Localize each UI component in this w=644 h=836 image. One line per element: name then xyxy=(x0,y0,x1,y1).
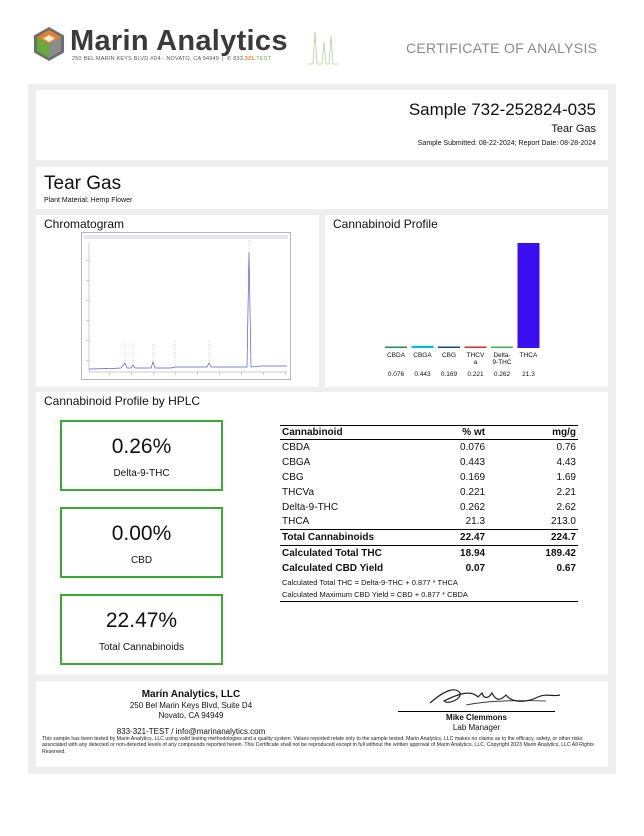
formula-row xyxy=(280,589,578,602)
cell-pct: 0.221 xyxy=(460,486,486,498)
table-row xyxy=(280,440,578,455)
calculated-row xyxy=(280,546,578,561)
summary-label: Delta-9-THC xyxy=(113,468,170,479)
bar-cbga xyxy=(412,346,434,348)
brand-address-line: 250 BEL MARIN KEYS BLVD #D4 - NOVATO, CA 94949 | ✆ 833.321.TEST xyxy=(72,56,272,62)
chromatogram-panel xyxy=(36,215,319,387)
cell-pct: 0.169 xyxy=(460,471,486,483)
cell-pct: 0.07 xyxy=(465,562,486,574)
formula-text: Calculated Maximum CBD Yield = CBD + 0.877 * CBDA xyxy=(280,589,578,602)
lab-contact-block xyxy=(106,689,276,737)
cell-mg: 0.67 xyxy=(556,562,576,574)
cell-pct: 0.443 xyxy=(460,456,486,468)
value-label: 0.169 xyxy=(440,371,458,378)
cell-name: Calculated CBD Yield xyxy=(282,562,384,574)
disclaimer: This sample has been tested by Marin Analytics, LLC using valid testing methodologies and a quality system. Values reported relate only to the sample tested. Marin Analytics, LLC makes no claims as to the efficacy, safety, or other risks associated with any detected or non-detected levels of any compounds reported herein. This Certificate shall not be reproduced except in full without the written approval of Marin Analytics, LLC. Copyright 2023 Marin Analytics, LLC All Rights Reserved. xyxy=(42,736,594,755)
cell-mg: 4.43 xyxy=(556,456,576,468)
product-name: Tear Gas xyxy=(44,173,122,194)
summary-value: 22.47% xyxy=(105,609,178,632)
sample-name: Tear Gas xyxy=(551,123,596,135)
hplc-panel xyxy=(36,392,608,675)
cell-pct: 0.262 xyxy=(460,501,486,513)
bar-cbda xyxy=(385,347,407,349)
bar-thcv-a xyxy=(465,347,487,349)
tick-label: THCV xyxy=(466,352,485,359)
bar-cbg xyxy=(438,347,460,349)
value-label: 21.3 xyxy=(522,371,535,378)
brand-name: Marin Analytics xyxy=(70,25,288,57)
cell-name: Calculated Total THC xyxy=(282,547,382,559)
cell-mg: 224.7 xyxy=(529,530,578,546)
footer-panel xyxy=(36,681,608,767)
cell-mg: 2.62 xyxy=(556,501,576,513)
cell-name: Delta-9-THC xyxy=(282,501,339,513)
cell-pct: 18.94 xyxy=(460,547,486,559)
summary-label: CBD xyxy=(130,555,153,566)
table-row xyxy=(280,470,578,485)
brand-phone xyxy=(227,56,271,62)
plant-material: Plant Material: Hemp Flower xyxy=(44,197,133,204)
calculated-row xyxy=(280,561,578,576)
phone-prefix: 833. xyxy=(233,56,245,62)
table-row xyxy=(280,455,578,470)
cannabinoid-table xyxy=(280,425,578,602)
bar-thca xyxy=(518,243,540,348)
total-row xyxy=(280,530,578,546)
signer-title: Lab Manager xyxy=(452,723,501,732)
cell-pct: 22.47 xyxy=(429,530,529,546)
cell-name: THCA xyxy=(282,516,310,528)
sample-info-panel xyxy=(36,90,608,160)
value-label: 0.443 xyxy=(414,371,431,378)
product-panel xyxy=(36,167,608,209)
hplc-title: Cannabinoid Profile by HPLC xyxy=(44,394,201,408)
cell-pct: 21.3 xyxy=(465,516,486,528)
formula-text: Calculated Total THC = Delta-9-THC + 0.877 * THCA xyxy=(282,577,458,587)
tick-label: a xyxy=(473,359,478,366)
signature-icon xyxy=(426,683,566,713)
lab-address-line1: 250 Bel Marin Keys Blvd, Suite D4 xyxy=(129,701,253,710)
tick-label: CBG xyxy=(441,352,457,359)
column-header: % wt xyxy=(429,426,529,440)
cell-mg: 213.0 xyxy=(550,516,576,528)
summary-box-total-cannabinoids xyxy=(60,594,223,665)
column-header: Cannabinoid xyxy=(280,426,429,440)
lab-contact: 833-321-TEST / info@marinanalytics.com xyxy=(116,727,266,736)
cell-name: THCVa xyxy=(282,486,315,498)
sample-id: Sample 732-252824-035 xyxy=(408,100,596,119)
cell-name: CBG xyxy=(282,471,304,483)
tick-label: CBGA xyxy=(413,352,432,359)
cell-mg: 2.21 xyxy=(556,486,576,498)
chromatogram-plot xyxy=(81,232,291,380)
brand-address: 250 BEL MARIN KEYS BLVD #D4 - NOVATO, CA 94949 xyxy=(72,56,220,62)
table-header-row xyxy=(280,426,578,440)
report-frame xyxy=(28,84,616,774)
cannabinoid-profile-chart xyxy=(325,215,605,387)
summary-label: Total Cannabinoids xyxy=(98,642,185,653)
cell-mg: 1.69 xyxy=(556,471,576,483)
signer-block xyxy=(398,713,555,733)
document-title: CERTIFICATE OF ANALYSIS xyxy=(406,40,598,56)
phone-mid: 321. xyxy=(244,56,257,62)
table-row xyxy=(280,485,578,500)
lab-name: Marin Analytics, LLC xyxy=(141,689,241,700)
cell-mg: 0.76 xyxy=(556,441,576,453)
summary-box-delta9-thc xyxy=(60,420,223,491)
marin-analytics-logo-icon xyxy=(31,26,67,62)
value-label: 0.221 xyxy=(467,371,484,378)
cell-mg: 189.42 xyxy=(545,547,576,559)
table-row xyxy=(280,515,578,530)
bar-delta-9-thc xyxy=(491,347,513,349)
chromatogram-title: Chromatogram xyxy=(44,217,125,231)
summary-value: 0.00% xyxy=(111,522,172,545)
column-header: mg/g xyxy=(529,426,578,440)
cell-pct: 0.076 xyxy=(460,441,486,453)
cannabinoid-profile-panel xyxy=(325,215,608,387)
summary-value: 0.26% xyxy=(111,435,172,458)
cannabinoid-profile-title: Cannabinoid Profile xyxy=(333,217,438,231)
formula-row xyxy=(280,576,578,589)
summary-box-cbd xyxy=(60,507,223,578)
chromatogram-peaks-icon xyxy=(308,28,338,66)
sample-dates: Sample Submitted: 08-22-2024; Report Date: 08-28-2024 xyxy=(417,140,596,147)
tick-label: Delta- xyxy=(493,352,511,359)
tick-label: THCA xyxy=(519,352,538,359)
tick-label: 9-THC xyxy=(492,359,512,366)
cell-name: Total Cannabinoids xyxy=(280,530,429,546)
cell-name: CBDA xyxy=(282,441,310,453)
value-label: 0.076 xyxy=(387,371,405,378)
phone-suffix: TEST xyxy=(256,56,272,62)
cell-name: CBGA xyxy=(282,456,311,468)
value-label: 0.262 xyxy=(493,371,511,378)
tick-label: CBDA xyxy=(386,352,406,359)
signature-line xyxy=(398,711,555,712)
signer-name: Mike Clemmons xyxy=(446,713,507,722)
lab-address-line2: Novato, CA 94949 xyxy=(158,711,224,720)
table-row xyxy=(280,500,578,515)
phone-icon: ✆ xyxy=(226,56,234,62)
